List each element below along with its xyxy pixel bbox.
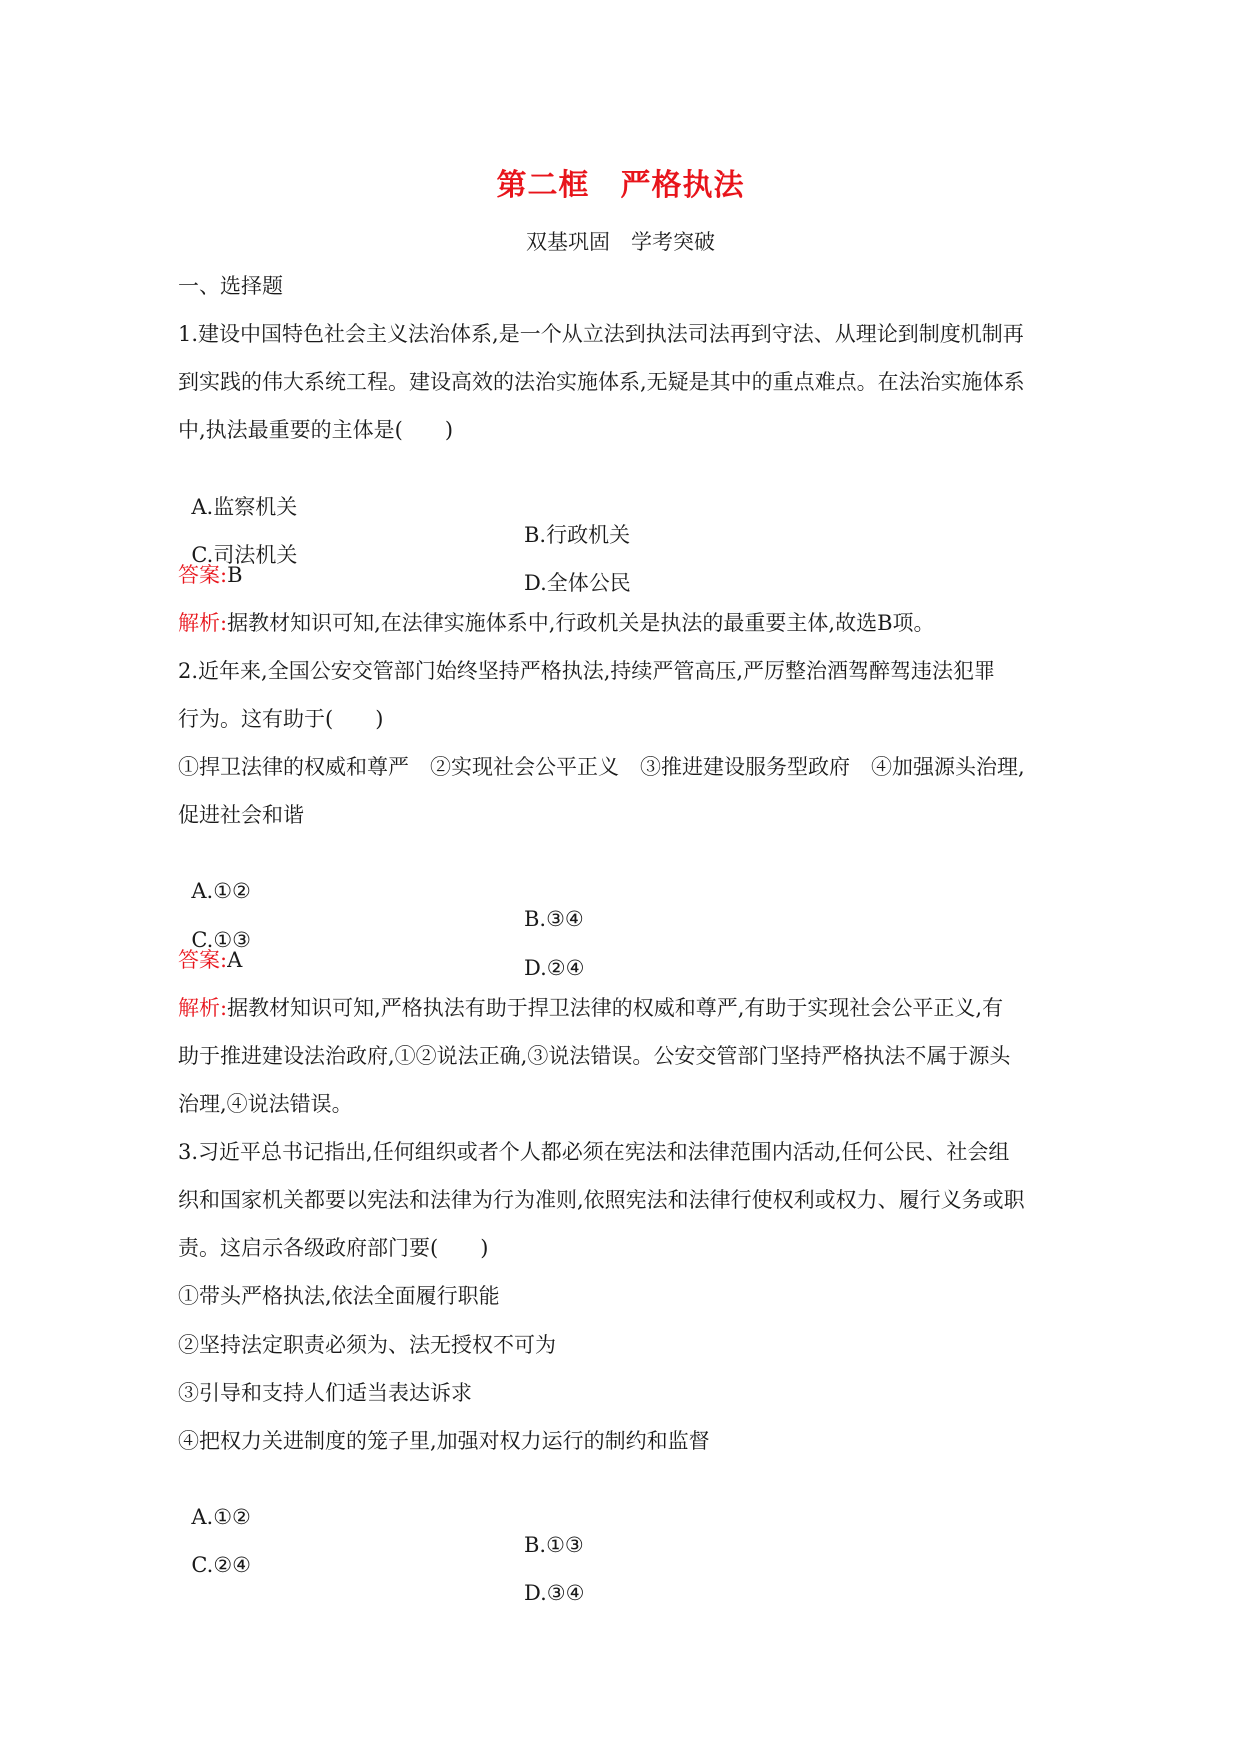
q2-stem-line-4: 促进社会和谐 <box>178 803 304 827</box>
q2-option-a: A.①② <box>191 879 251 903</box>
q2-answer <box>178 946 242 974</box>
page-subtitle: 双基巩固 学考突破 <box>526 230 715 254</box>
q3-stem-line-2: 织和国家机关都要以宪法和法律为行为准则,依照宪法和法律行使权利或权力、履行义务或职 <box>178 1188 1025 1212</box>
q2-option-c: C.①③ <box>191 928 252 952</box>
q1-stem-line-3: 中,执法最重要的主体是( ) <box>178 418 454 442</box>
q1-option-c: C.司法机关 <box>191 543 298 567</box>
q2-stem-line-1: 2.近年来,全国公安交管部门始终坚持严格执法,持续严管高压,严厉整治酒驾醉驾违法犯罪 <box>178 659 996 683</box>
q1-stem-line-1: 1.建设中国特色社会主义法治体系,是一个从立法到执法司法再到守法、从理论到制度机制再 <box>178 322 1024 346</box>
answer-value: A <box>227 948 243 972</box>
q2-stem-line-3: ①捍卫法律的权威和尊严 ②实现社会公平正义 ③推进建设服务型政府 ④加强源头治理, <box>178 755 1025 779</box>
q3-stem-line-7: ④把权力关进制度的笼子里,加强对权力运行的制约和监督 <box>178 1429 710 1453</box>
q2-analysis-line-2: 助于推进建设法治政府,①②说法正确,③说法错误。公安交管部门坚持严格执法不属于源头 <box>178 1044 1011 1068</box>
q3-option-d: D.③④ <box>524 1581 585 1605</box>
q1-option-d: D.全体公民 <box>524 571 631 595</box>
q3-stem-line-3: 责。这启示各级政府部门要( ) <box>178 1236 489 1260</box>
answer-label: 答案: <box>178 948 228 972</box>
section-heading: 一、选择题 <box>178 274 283 298</box>
analysis-label: 解析: <box>178 611 228 635</box>
q3-stem-line-4: ①带头严格执法,依法全面履行职能 <box>178 1284 500 1308</box>
q3-option-b: B.①③ <box>524 1533 584 1557</box>
q2-analysis <box>178 994 1003 1022</box>
q2-option-b: B.③④ <box>524 907 584 931</box>
q2-stem-line-2: 行为。这有助于( ) <box>178 707 384 731</box>
analysis-text: 据教材知识可知,严格执法有助于捍卫法律的权威和尊严,有助于实现社会公平正义,有 <box>227 996 1004 1020</box>
page-title: 第二框 严格执法 <box>496 168 745 203</box>
q2-option-d: D.②④ <box>524 956 585 980</box>
answer-label: 答案: <box>178 563 228 587</box>
analysis-text: 据教材知识可知,在法律实施体系中,行政机关是执法的最重要主体,故选B项。 <box>227 611 935 635</box>
q3-stem-line-5: ②坚持法定职责必须为、法无授权不可为 <box>178 1333 556 1357</box>
answer-value: B <box>227 563 243 587</box>
q2-analysis-line-3: 治理,④说法错误。 <box>178 1092 353 1116</box>
q1-option-b: B.行政机关 <box>524 523 631 547</box>
q1-option-a: A.监察机关 <box>191 495 298 519</box>
q3-stem-line-6: ③引导和支持人们适当表达诉求 <box>178 1381 472 1405</box>
q1-stem-line-2: 到实践的伟大系统工程。建设高效的法治实施体系,无疑是其中的重点难点。在法治实施体系 <box>178 370 1025 394</box>
q3-option-a: A.①② <box>191 1505 251 1529</box>
q1-analysis <box>178 609 935 637</box>
analysis-label: 解析: <box>178 996 228 1020</box>
q1-answer <box>178 561 243 589</box>
q3-option-c: C.②④ <box>191 1553 252 1577</box>
q3-stem-line-1: 3.习近平总书记指出,任何组织或者个人都必须在宪法和法律范围内活动,任何公民、社会组 <box>178 1140 1010 1164</box>
